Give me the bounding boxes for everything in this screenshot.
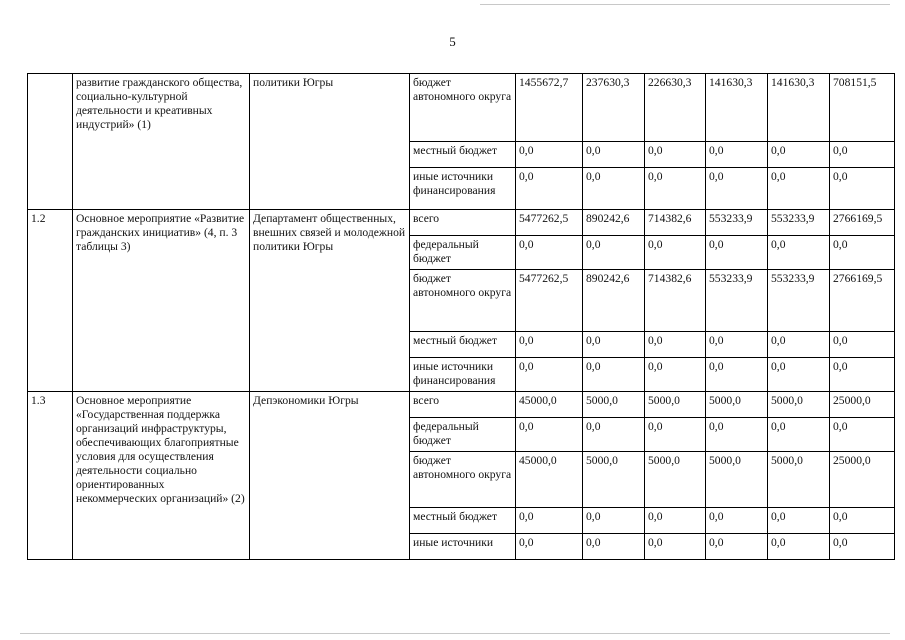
amount-cell: 5000,0 — [706, 452, 768, 508]
executor-name: Департамент общественных, внешних связей и молодежной политики Югры — [250, 210, 410, 392]
amount-cell: 0,0 — [830, 332, 895, 358]
amount-cell: 0,0 — [768, 332, 830, 358]
funding-source: федеральный бюджет — [410, 418, 516, 452]
amount-cell: 1455672,7 — [516, 74, 583, 142]
amount-cell: 0,0 — [768, 418, 830, 452]
amount-cell: 0,0 — [706, 508, 768, 534]
amount-cell: 890242,6 — [583, 270, 645, 332]
amount-cell: 0,0 — [516, 236, 583, 270]
amount-cell: 0,0 — [768, 168, 830, 210]
row-number: 1.2 — [28, 210, 73, 392]
amount-cell: 0,0 — [516, 534, 583, 560]
amount-cell: 0,0 — [583, 358, 645, 392]
table-body — [28, 74, 895, 560]
funding-source: иные источники финансирования — [410, 168, 516, 210]
amount-cell: 5000,0 — [645, 392, 706, 418]
amount-cell: 0,0 — [516, 168, 583, 210]
row-number: 1.3 — [28, 392, 73, 560]
amount-cell: 0,0 — [516, 418, 583, 452]
funding-source: бюджет автономного округа — [410, 270, 516, 332]
amount-cell: 0,0 — [645, 332, 706, 358]
amount-cell: 714382,6 — [645, 210, 706, 236]
amount-cell: 5000,0 — [706, 392, 768, 418]
funding-table — [27, 73, 895, 560]
amount-cell: 25000,0 — [830, 392, 895, 418]
amount-cell: 0,0 — [830, 236, 895, 270]
amount-cell: 0,0 — [583, 236, 645, 270]
amount-cell: 0,0 — [583, 534, 645, 560]
amount-cell: 0,0 — [583, 332, 645, 358]
row-number — [28, 74, 73, 210]
amount-cell: 226630,3 — [645, 74, 706, 142]
amount-cell: 0,0 — [516, 142, 583, 168]
amount-cell: 5000,0 — [583, 392, 645, 418]
activity-name: Основное мероприятие «Государственная поддержка организаций инфраструктуры, обеспечивающих благоприятные условия для осуществления деятельности социально ориентированных некоммерческих организаций» (2) — [73, 392, 250, 560]
amount-cell: 5000,0 — [768, 392, 830, 418]
amount-cell: 0,0 — [516, 508, 583, 534]
funding-source: федеральный бюджет — [410, 236, 516, 270]
amount-cell: 0,0 — [768, 508, 830, 534]
amount-cell: 5477262,5 — [516, 210, 583, 236]
amount-cell: 0,0 — [768, 358, 830, 392]
amount-cell: 0,0 — [830, 168, 895, 210]
funding-source: бюджет автономного округа — [410, 74, 516, 142]
amount-cell: 553233,9 — [706, 210, 768, 236]
amount-cell: 0,0 — [645, 358, 706, 392]
amount-cell: 0,0 — [583, 508, 645, 534]
amount-cell: 0,0 — [516, 358, 583, 392]
page-number: 5 — [449, 34, 456, 49]
amount-cell: 708151,5 — [830, 74, 895, 142]
amount-cell: 0,0 — [830, 418, 895, 452]
funding-source: бюджет автономного округа — [410, 452, 516, 508]
amount-cell: 5000,0 — [768, 452, 830, 508]
amount-cell: 237630,3 — [583, 74, 645, 142]
executor-name: политики Югры — [250, 74, 410, 210]
amount-cell: 0,0 — [768, 534, 830, 560]
amount-cell: 0,0 — [583, 142, 645, 168]
amount-cell: 141630,3 — [768, 74, 830, 142]
amount-cell: 0,0 — [645, 168, 706, 210]
amount-cell: 553233,9 — [768, 270, 830, 332]
table-row — [28, 392, 895, 418]
amount-cell: 0,0 — [645, 534, 706, 560]
amount-cell: 0,0 — [645, 236, 706, 270]
amount-cell: 0,0 — [706, 142, 768, 168]
amount-cell: 25000,0 — [830, 452, 895, 508]
executor-name: Депэкономики Югры — [250, 392, 410, 560]
funding-source: всего — [410, 210, 516, 236]
funding-source: местный бюджет — [410, 142, 516, 168]
funding-source: иные источники — [410, 534, 516, 560]
amount-cell: 0,0 — [706, 358, 768, 392]
activity-name: развитие гражданского общества, социально-культурной деятельности и креативных индустрий» (1) — [73, 74, 250, 210]
amount-cell: 0,0 — [830, 358, 895, 392]
scan-artifact-top — [480, 4, 890, 5]
amount-cell: 0,0 — [706, 168, 768, 210]
funding-source: иные источники финансирования — [410, 358, 516, 392]
amount-cell: 0,0 — [583, 418, 645, 452]
amount-cell: 141630,3 — [706, 74, 768, 142]
table-row — [28, 74, 895, 142]
amount-cell: 0,0 — [645, 508, 706, 534]
amount-cell: 2766169,5 — [830, 270, 895, 332]
amount-cell: 714382,6 — [645, 270, 706, 332]
funding-source: местный бюджет — [410, 508, 516, 534]
amount-cell: 0,0 — [583, 168, 645, 210]
amount-cell: 2766169,5 — [830, 210, 895, 236]
funding-source: местный бюджет — [410, 332, 516, 358]
amount-cell: 45000,0 — [516, 452, 583, 508]
amount-cell: 0,0 — [706, 332, 768, 358]
amount-cell: 0,0 — [516, 332, 583, 358]
amount-cell: 0,0 — [768, 142, 830, 168]
funding-source: всего — [410, 392, 516, 418]
amount-cell: 5000,0 — [645, 452, 706, 508]
amount-cell: 0,0 — [645, 142, 706, 168]
amount-cell: 0,0 — [830, 534, 895, 560]
scan-artifact-bottom — [20, 633, 890, 634]
table-row — [28, 210, 895, 236]
amount-cell: 553233,9 — [768, 210, 830, 236]
amount-cell: 45000,0 — [516, 392, 583, 418]
amount-cell: 0,0 — [768, 236, 830, 270]
amount-cell: 0,0 — [830, 508, 895, 534]
amount-cell: 5477262,5 — [516, 270, 583, 332]
amount-cell: 5000,0 — [583, 452, 645, 508]
amount-cell: 890242,6 — [583, 210, 645, 236]
amount-cell: 0,0 — [706, 418, 768, 452]
amount-cell: 553233,9 — [706, 270, 768, 332]
activity-name: Основное мероприятие «Развитие гражданских инициатив» (4, п. 3 таблицы 3) — [73, 210, 250, 392]
amount-cell: 0,0 — [645, 418, 706, 452]
amount-cell: 0,0 — [706, 236, 768, 270]
amount-cell: 0,0 — [706, 534, 768, 560]
amount-cell: 0,0 — [830, 142, 895, 168]
